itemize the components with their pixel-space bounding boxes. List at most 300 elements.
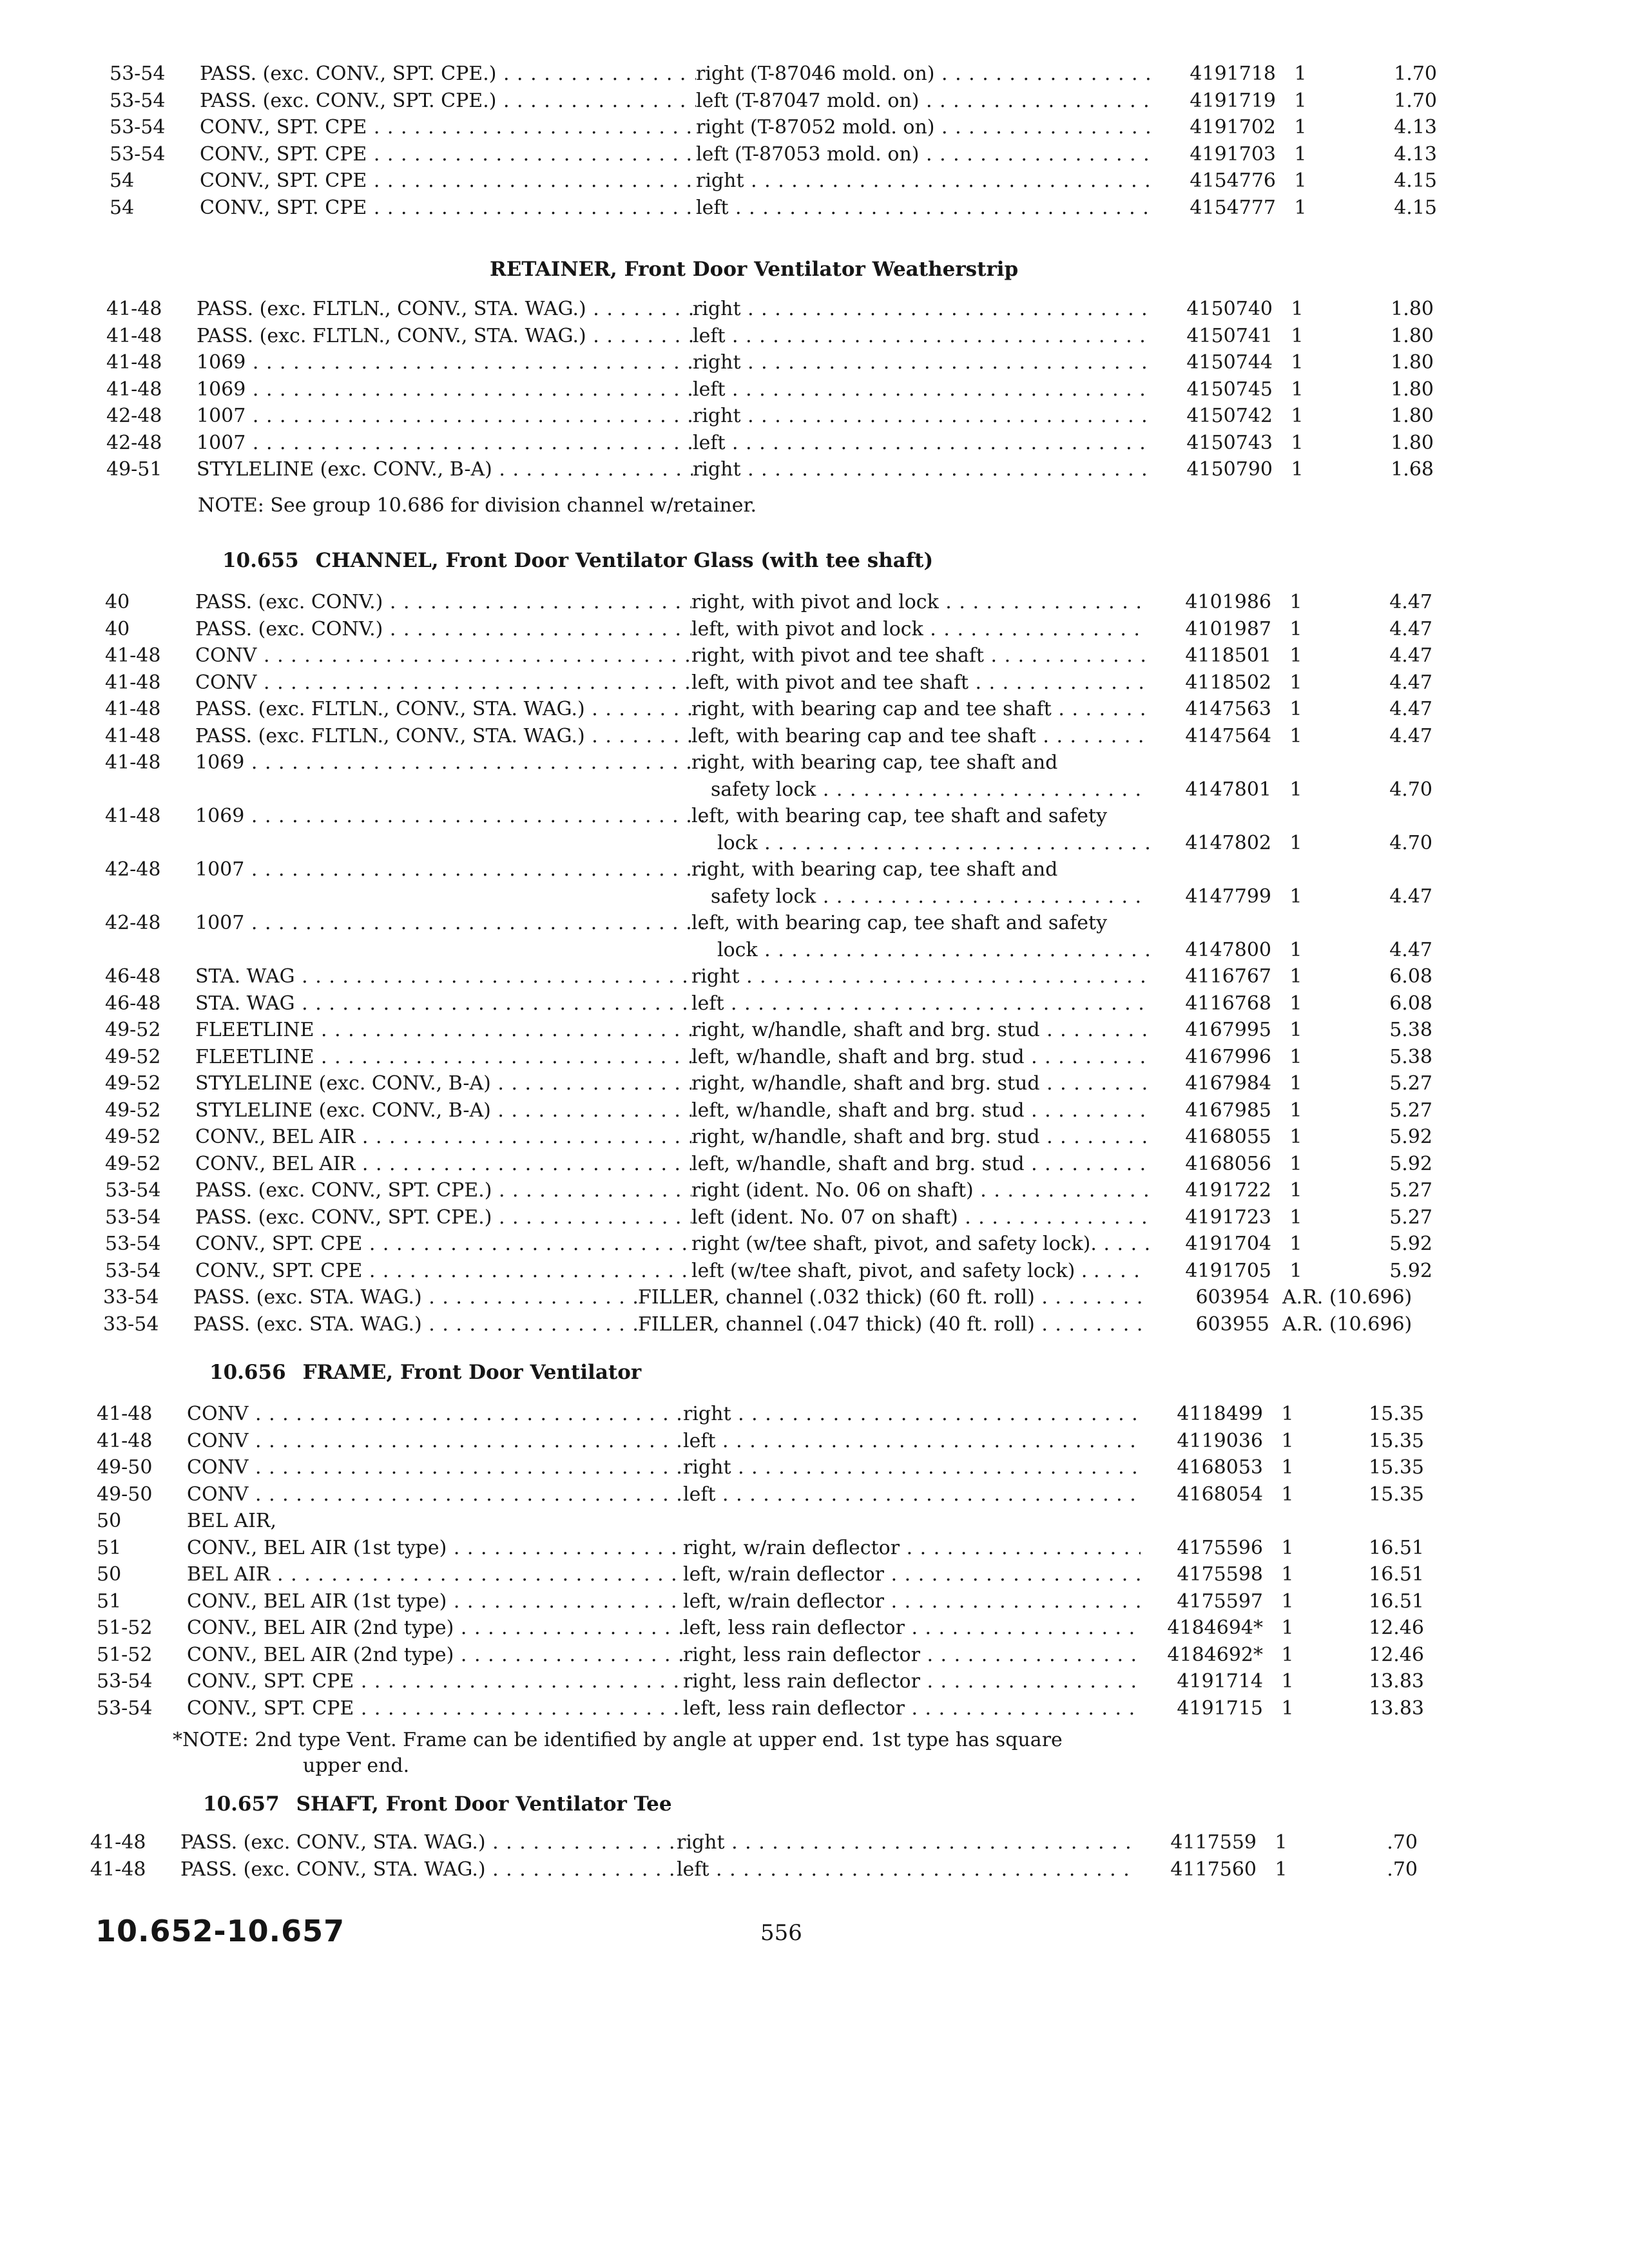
model-description: CONV . . .: [187, 1401, 706, 1427]
part-number: 4154777: [1153, 195, 1276, 221]
model-years: 49-50: [97, 1456, 153, 1479]
model-description: STYLELINE (exc. CONV., B-A) . . .: [195, 1071, 715, 1097]
parts-row: [110, 195, 1437, 221]
part-description: left, less rain deflector . . .: [683, 1696, 1164, 1722]
price: 13.83: [1369, 1696, 1424, 1720]
leader-dots: [454, 1644, 706, 1666]
section-title: FRAME, Front Door Ventilator: [302, 1361, 642, 1384]
quantity: 1: [1275, 1831, 1287, 1854]
leader-dots: [244, 751, 715, 774]
part-description: right, with pivot and tee shaft . . .: [691, 643, 1172, 669]
leader-dots: [367, 116, 719, 139]
part-number: 4167995: [1149, 1017, 1271, 1043]
model-years: 33-54: [103, 1312, 159, 1336]
part-description: right . . .: [693, 403, 1173, 429]
leader-dots: [884, 1590, 1164, 1613]
model-description: CONV., BEL AIR (2nd type) . . .: [187, 1615, 706, 1641]
model-years: 40: [105, 617, 130, 640]
price: 15.35: [1369, 1483, 1424, 1506]
leader-dots: [492, 1179, 715, 1202]
model-years: 51: [97, 1590, 122, 1613]
quantity: 1: [1291, 405, 1304, 427]
part-description: left (T-87047 mold. on) . . .: [696, 88, 1177, 114]
quantity: 1: [1294, 89, 1307, 112]
model-description: PASS. (exc. CONV., SPT. CPE.) . . .: [200, 88, 719, 114]
model-years: 51: [97, 1536, 122, 1559]
part-description: lock . . .: [717, 937, 1198, 963]
model-description: 1007 . . .: [195, 857, 715, 883]
part-description: right . . .: [696, 168, 1177, 194]
part-number: 4191722: [1149, 1178, 1271, 1204]
parts-row: [105, 1071, 1432, 1097]
model-years: 41-48: [106, 351, 162, 374]
model-description: CONV., SPT. CPE . . .: [187, 1669, 706, 1695]
model-description: 1007 . . .: [197, 430, 716, 456]
price: 4.47: [1389, 885, 1432, 908]
quantity: 1: [1289, 1045, 1302, 1068]
price: 1.70: [1394, 62, 1437, 85]
leader-dots: [726, 325, 1173, 347]
part-description: left, with pivot and lock . . .: [691, 617, 1172, 642]
parts-row: [106, 323, 1434, 349]
quantity: 1: [1281, 1483, 1294, 1506]
leader-dots: [362, 1233, 715, 1255]
part-number: 4118499: [1141, 1401, 1263, 1427]
leader-dots: [920, 1644, 1164, 1666]
leader-dots: [958, 1206, 1172, 1229]
model-description: CONV., BEL AIR . . .: [195, 1124, 715, 1150]
model-years: 49-51: [106, 458, 162, 481]
part-description: right, w/rain deflector . . .: [683, 1535, 1164, 1561]
model-years: 49-52: [105, 1126, 161, 1148]
part-number: 4116767: [1149, 964, 1271, 990]
part-number: 4168055: [1149, 1124, 1271, 1150]
leader-dots: [355, 1126, 715, 1148]
leader-dots: [244, 858, 715, 881]
model-years: 41-48: [105, 805, 161, 827]
leader-dots: [884, 1563, 1164, 1586]
leader-dots: [244, 805, 715, 827]
section-title: SHAFT, Front Door Ventilator Tee: [296, 1792, 672, 1816]
frame-section-header: [209, 1360, 641, 1385]
frame-note-continued: upper end.: [303, 1754, 410, 1777]
part-description: right, with bearing cap and tee shaft . . .: [691, 697, 1172, 722]
part-number: 4191702: [1153, 115, 1276, 140]
leader-dots: [248, 1483, 706, 1506]
section-number: 10.655: [222, 549, 299, 572]
section-number: 10.656: [209, 1361, 286, 1384]
price: 1.80: [1391, 351, 1434, 374]
leader-dots: [939, 591, 1172, 613]
model-description: PASS. (exc. CONV., SPT. CPE.) . . .: [200, 61, 719, 87]
model-description: 1069 . . .: [197, 350, 716, 376]
model-years: 53-54: [110, 62, 166, 85]
quantity-reference: A.R. (10.696): [1282, 1312, 1412, 1336]
part-description: right (T-87052 mold. on) . . .: [696, 115, 1177, 140]
model-description: 1007 . . .: [197, 403, 716, 429]
parts-row: [103, 1285, 1412, 1311]
quantity: 1: [1289, 617, 1302, 640]
model-years: 41-48: [105, 698, 161, 720]
leader-dots: [447, 1537, 706, 1559]
part-description: left, w/handle, shaft and brg. stud . . .: [691, 1151, 1172, 1177]
parts-row: [110, 61, 1437, 87]
price: 16.51: [1369, 1536, 1424, 1559]
parts-row: [110, 88, 1437, 114]
price: 1.80: [1391, 431, 1434, 454]
price: 5.27: [1389, 1206, 1432, 1229]
leader-dots: [726, 378, 1173, 401]
price: 6.08: [1389, 992, 1432, 1015]
model-years: 53-54: [105, 1206, 161, 1229]
parts-row: [105, 1124, 1432, 1150]
part-description-line: left, with bearing cap, tee shaft and safety: [691, 805, 1108, 827]
part-number: 4147802: [1149, 831, 1271, 856]
part-number: 4167984: [1149, 1071, 1271, 1097]
leader-dots: [246, 405, 716, 427]
quantity: 1: [1291, 324, 1304, 347]
model-description: STYLELINE (exc. CONV., B-A) . . .: [195, 1098, 715, 1124]
price: 4.13: [1394, 116, 1437, 139]
model-years: 49-52: [105, 1099, 161, 1122]
part-description: right (w/tee shaft, pivot, and safety lock). . . .: [691, 1231, 1172, 1257]
parts-row: [105, 803, 1353, 829]
quantity: 1: [1289, 644, 1302, 667]
quantity: 1: [1289, 1126, 1302, 1148]
parts-row: [105, 643, 1432, 669]
page-number: 556: [760, 1920, 802, 1946]
quantity: 1: [1289, 1152, 1302, 1175]
model-years: 53-54: [105, 1179, 161, 1202]
part-description: left . . .: [693, 323, 1173, 349]
part-description: FILLER, channel (.032 thick) (60 ft. roll) . . .: [638, 1285, 1179, 1311]
part-number: 4147564: [1149, 724, 1271, 749]
part-description: right, less rain deflector . . .: [683, 1669, 1164, 1695]
quantity: 1: [1291, 378, 1304, 401]
leader-dots: [295, 992, 715, 1015]
leader-dots: [248, 1456, 706, 1479]
leader-dots: [491, 1099, 715, 1122]
model-years: 53-54: [97, 1696, 153, 1720]
model-description: 1069 . . .: [195, 750, 715, 776]
leader-dots: [454, 1617, 706, 1639]
model-description: CONV., SPT. CPE . . .: [195, 1258, 715, 1284]
price: 4.15: [1394, 169, 1437, 192]
part-number: 4116768: [1149, 991, 1271, 1017]
part-number: 4191705: [1149, 1258, 1271, 1284]
leader-dots: [314, 1019, 715, 1041]
quantity: 1: [1294, 116, 1307, 139]
quantity: 1: [1281, 1617, 1294, 1639]
part-number: 4191715: [1141, 1696, 1263, 1722]
part-description: left, less rain deflector . . .: [683, 1615, 1164, 1641]
part-number: 4167996: [1149, 1044, 1271, 1070]
part-number: 4167985: [1149, 1098, 1271, 1124]
parts-row: [106, 457, 1434, 483]
part-number: 4118502: [1149, 670, 1271, 696]
model-years: 41-48: [105, 644, 161, 667]
leader-dots: [447, 1590, 706, 1613]
part-number: 4191703: [1153, 142, 1276, 168]
model-description: CONV . . .: [195, 670, 715, 696]
quantity: 1: [1289, 1099, 1302, 1122]
part-description: left (w/tee shaft, pivot, and safety lock) . . . . .: [691, 1258, 1172, 1284]
leader-dots: [271, 1563, 706, 1586]
leader-dots: [905, 1617, 1164, 1639]
part-number: 4150740: [1150, 296, 1273, 322]
price: 16.51: [1369, 1590, 1424, 1613]
model-description: STA. WAG . . .: [195, 991, 715, 1017]
quantity: 1: [1281, 1456, 1294, 1479]
leader-dots: [969, 671, 1172, 694]
price: 1.80: [1391, 298, 1434, 320]
model-description: CONV., SPT. CPE . . .: [200, 195, 719, 221]
parts-row: [97, 1508, 741, 1534]
price: 15.35: [1369, 1456, 1424, 1479]
price: .70: [1387, 1831, 1418, 1854]
price: 15.35: [1369, 1429, 1424, 1452]
part-description: left . . .: [693, 430, 1173, 456]
leader-dots: [758, 939, 1198, 961]
leader-dots: [295, 965, 715, 988]
price: .70: [1387, 1858, 1418, 1881]
quantity: 1: [1289, 965, 1302, 988]
part-description: safety lock . . .: [711, 884, 1191, 910]
part-description-line: right, with bearing cap, tee shaft and: [691, 751, 1058, 774]
parts-row: [105, 697, 1432, 722]
retainer-note: NOTE: See group 10.686 for division channel w/retainer.: [198, 494, 757, 517]
part-description: left, with pivot and tee shaft . . .: [691, 670, 1172, 696]
price: 4.47: [1389, 671, 1432, 694]
model-years: 53-54: [110, 142, 166, 166]
leader-dots: [919, 143, 1177, 166]
part-number: 4147800: [1149, 937, 1271, 963]
model-years: 41-48: [90, 1831, 146, 1854]
leader-dots: [246, 432, 716, 454]
part-number: 4150744: [1150, 350, 1273, 376]
section-title: RETAINER, Front Door Ventilator Weatherstrip: [490, 258, 1019, 281]
section-title: CHANNEL, Front Door Ventilator Glass (with tee shaft): [315, 549, 934, 572]
model-years: 49-52: [105, 1152, 161, 1175]
parts-row: [97, 1455, 1424, 1481]
model-description: 1069 . . .: [195, 803, 715, 829]
price: 5.27: [1389, 1179, 1432, 1202]
model-years: 49-52: [105, 1072, 161, 1095]
model-years: 53-54: [105, 1233, 161, 1255]
price: 5.92: [1389, 1126, 1432, 1148]
model-description: CONV., SPT. CPE . . .: [200, 142, 719, 168]
model-years: 40: [105, 591, 130, 613]
price: 15.35: [1369, 1403, 1424, 1425]
model-years: 42-48: [105, 912, 161, 934]
model-description: PASS. (exc. CONV., STA. WAG.) . . .: [180, 1830, 700, 1856]
part-number: 4150741: [1150, 323, 1273, 349]
part-description: right, w/handle, shaft and brg. stud . . .: [691, 1124, 1172, 1150]
retainer-section-header: [490, 256, 1018, 282]
parts-row: [105, 724, 1432, 749]
model-description: CONV., SPT. CPE . . .: [187, 1696, 706, 1722]
model-years: 49-50: [97, 1483, 153, 1506]
leader-dots: [726, 432, 1173, 454]
quantity: 1: [1294, 62, 1307, 85]
part-description: left, w/rain deflector . . .: [683, 1562, 1164, 1588]
quantity: 1: [1281, 1403, 1294, 1425]
part-description: right . . .: [677, 1830, 1157, 1856]
leader-dots: [246, 378, 716, 401]
model-years: 42-48: [106, 431, 162, 454]
price: 12.46: [1369, 1643, 1424, 1666]
part-description: right . . .: [691, 964, 1172, 990]
parts-row: [105, 964, 1432, 990]
quantity: 1: [1291, 351, 1304, 374]
price: 1.80: [1391, 378, 1434, 401]
quantity: 1: [1281, 1670, 1294, 1693]
price: 13.83: [1369, 1670, 1424, 1693]
part-description: right (ident. No. 06 on shaft) . . .: [691, 1178, 1172, 1204]
parts-row: [97, 1589, 1424, 1615]
parts-row: [105, 910, 1353, 936]
model-years: 50: [97, 1510, 122, 1532]
part-number: 4150742: [1150, 403, 1273, 429]
parts-row: [106, 403, 1434, 429]
leader-dots: [496, 90, 719, 112]
leader-dots: [709, 1858, 1157, 1881]
model-description: CONV . . .: [187, 1428, 706, 1454]
model-description: PASS. (exc. CONV., STA. WAG.) . . .: [180, 1857, 700, 1883]
parts-row: [105, 1151, 1432, 1177]
parts-row: [105, 1098, 1432, 1124]
model-years: 49-52: [105, 1019, 161, 1041]
parts-row: [105, 1044, 1432, 1070]
price: 16.51: [1369, 1563, 1424, 1586]
price: 5.92: [1389, 1233, 1432, 1255]
quantity: 1: [1289, 778, 1302, 801]
leader-dots: [758, 832, 1198, 854]
part-number: 4150745: [1150, 377, 1273, 403]
part-description: left, with bearing cap and tee shaft . . .: [691, 724, 1172, 749]
model-description: FLEETLINE . . .: [195, 1044, 715, 1070]
part-number: 4119036: [1141, 1428, 1263, 1454]
parts-row: [97, 1642, 1424, 1668]
part-description: right, w/handle, shaft and brg. stud . . .: [691, 1071, 1172, 1097]
price: 4.47: [1389, 617, 1432, 640]
quantity: 1: [1294, 142, 1307, 166]
price: 5.92: [1389, 1152, 1432, 1175]
quantity: 1: [1281, 1590, 1294, 1613]
parts-row: [110, 115, 1437, 140]
part-description: left, w/rain deflector . . .: [683, 1589, 1164, 1615]
quantity: 1: [1289, 831, 1302, 854]
leader-dots: [256, 644, 715, 667]
leader-dots: [934, 116, 1177, 139]
model-description: CONV., SPT. CPE . . .: [195, 1231, 715, 1257]
parts-row: [105, 937, 1432, 963]
quantity: 1: [1281, 1536, 1294, 1559]
section-range-footer: 10.652-10.657: [95, 1914, 345, 1948]
model-description: CONV., SPT. CPE . . .: [200, 115, 719, 140]
model-description: PASS. (exc. FLTLN., CONV., STA. WAG.) . . .: [195, 697, 715, 722]
quantity: 1: [1291, 298, 1304, 320]
leader-dots: [740, 965, 1172, 988]
parts-row: [97, 1669, 1424, 1695]
leader-dots: [355, 1153, 715, 1175]
part-number: 4191723: [1149, 1205, 1271, 1231]
part-number: 4191714: [1141, 1669, 1263, 1695]
parts-row: [105, 1205, 1432, 1231]
part-number: 4147563: [1149, 697, 1271, 722]
leader-dots: [383, 618, 715, 640]
leader-dots: [816, 778, 1191, 801]
quantity: 1: [1281, 1429, 1294, 1452]
model-years: 54: [110, 196, 135, 219]
model-description: STYLELINE (exc. CONV., B-A) . . .: [197, 457, 716, 483]
price: 4.47: [1389, 698, 1432, 720]
model-description: STA. WAG . . .: [195, 964, 715, 990]
leader-dots: [934, 62, 1177, 85]
price: 1.70: [1394, 89, 1437, 112]
part-number: 4175596: [1141, 1535, 1263, 1561]
price: 4.47: [1389, 644, 1432, 667]
quantity: 1: [1291, 431, 1304, 454]
model-years: 41-48: [97, 1403, 153, 1425]
model-years: 41-48: [105, 751, 161, 774]
part-number: 4101986: [1149, 590, 1271, 615]
model-years: 49-52: [105, 1045, 161, 1068]
quantity: 1: [1289, 1072, 1302, 1095]
leader-dots: [367, 169, 719, 192]
part-description: right, less rain deflector . . .: [683, 1642, 1164, 1668]
leader-dots: [974, 1179, 1172, 1202]
parts-row: [105, 1017, 1432, 1043]
model-years: 42-48: [105, 858, 161, 881]
leader-dots: [354, 1697, 706, 1720]
leader-dots: [919, 90, 1177, 112]
model-years: 54: [110, 169, 135, 192]
part-description: left (ident. No. 07 on shaft) . . .: [691, 1205, 1172, 1231]
price: 5.27: [1389, 1072, 1432, 1095]
section-number: 10.657: [203, 1792, 280, 1816]
leader-dots: [741, 298, 1173, 320]
part-description: left . . .: [696, 195, 1177, 221]
part-number: 4150790: [1150, 457, 1273, 483]
model-description: CONV . . .: [195, 643, 715, 669]
part-description: right . . .: [693, 296, 1173, 322]
quantity: 1: [1294, 196, 1307, 219]
leader-dots: [256, 671, 715, 694]
parts-row: [103, 1312, 1412, 1338]
quantity: 1: [1289, 698, 1302, 720]
part-number: 4147799: [1149, 884, 1271, 910]
model-years: 42-48: [106, 405, 162, 427]
price: 4.47: [1389, 724, 1432, 747]
leader-dots: [905, 1697, 1164, 1720]
part-description: lock . . .: [717, 831, 1198, 856]
quantity: 1: [1275, 1858, 1287, 1881]
model-description: PASS. (exc. FLTLN., CONV., STA. WAG.) . . .: [195, 724, 715, 749]
model-years: 53-54: [105, 1259, 161, 1282]
parts-row: [105, 991, 1432, 1017]
part-number: 4117559: [1134, 1830, 1257, 1856]
quantity: 1: [1289, 992, 1302, 1015]
model-years: 53-54: [110, 89, 166, 112]
price: 4.47: [1389, 591, 1432, 613]
part-description: right . . .: [683, 1455, 1164, 1481]
leader-dots: [716, 1483, 1164, 1506]
model-description: 1069 . . .: [197, 377, 716, 403]
parts-row: [97, 1562, 1424, 1588]
parts-row: [97, 1401, 1424, 1427]
model-description: PASS. (exc. CONV., SPT. CPE.) . . .: [195, 1178, 715, 1204]
